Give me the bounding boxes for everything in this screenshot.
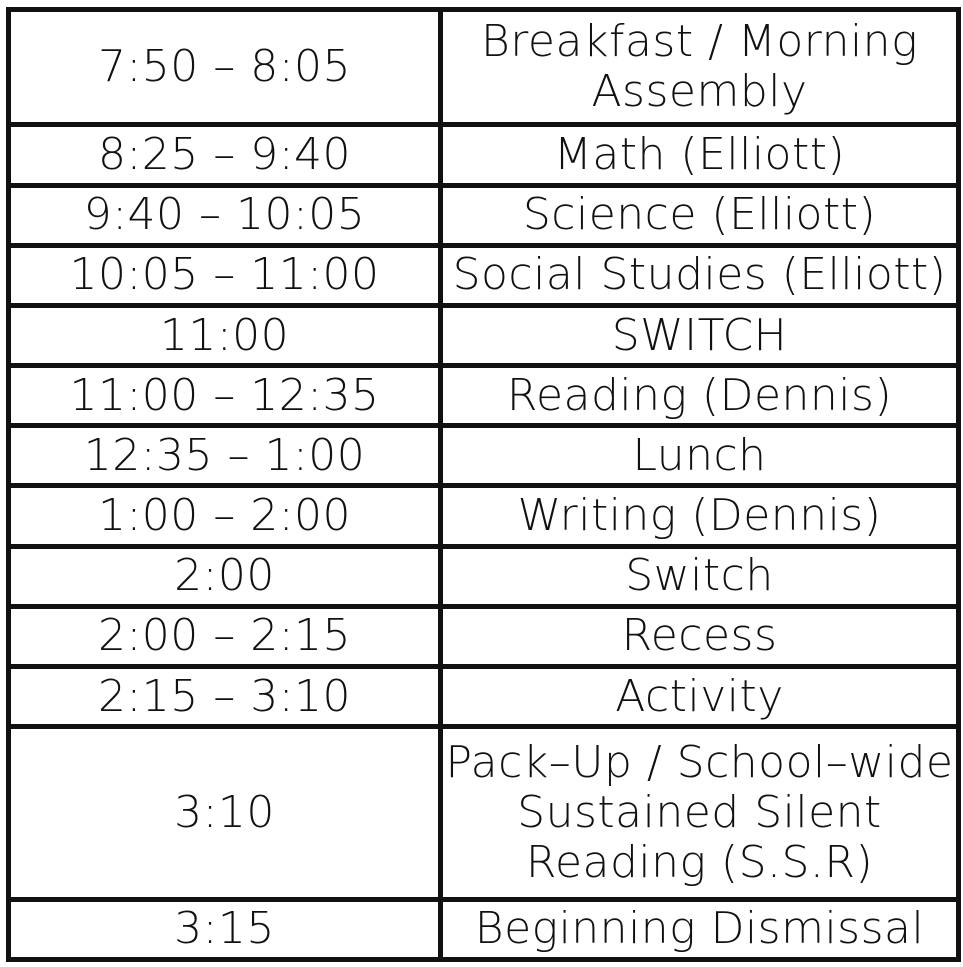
table-row [9,305,959,365]
table-row [9,899,959,959]
table-row [9,125,959,185]
activity-cell: Activity [441,667,959,727]
activity-cell: Social Studies (Elliott) [441,245,959,305]
activity-cell: Lunch [441,426,959,486]
time-cell: 12:35 – 1:00 [9,426,441,486]
activity-cell: Math (Elliott) [441,125,959,185]
schedule-body [9,10,959,960]
table-row [9,245,959,305]
time-cell: 7:50 – 8:05 [9,10,441,125]
table-row [9,667,959,727]
table-row [9,10,959,125]
activity-cell: Science (Elliott) [441,185,959,245]
activity-cell: Reading (Dennis) [441,366,959,426]
time-cell: 11:00 [9,305,441,365]
time-cell: 3:10 [9,727,441,900]
time-cell: 2:00 [9,546,441,606]
table-row [9,606,959,666]
time-cell: 8:25 – 9:40 [9,125,441,185]
time-cell: 11:00 – 12:35 [9,366,441,426]
time-cell: 2:15 – 3:10 [9,667,441,727]
activity-cell: Recess [441,606,959,666]
table-row [9,185,959,245]
table-row [9,366,959,426]
activity-cell: Writing (Dennis) [441,486,959,546]
table-row [9,426,959,486]
table-row [9,486,959,546]
activity-cell: Beginning Dismissal [441,899,959,959]
time-cell: 10:05 – 11:00 [9,245,441,305]
time-cell: 3:15 [9,899,441,959]
table-row [9,727,959,900]
time-cell: 9:40 – 10:05 [9,185,441,245]
schedule-table [6,7,961,962]
time-cell: 1:00 – 2:00 [9,486,441,546]
table-row [9,546,959,606]
activity-cell: SWITCH [441,305,959,365]
time-cell: 2:00 – 2:15 [9,606,441,666]
activity-cell: Breakfast / Morning Assembly [441,10,959,125]
activity-cell: Pack–Up / School–wide Sustained Silent Reading (S.S.R) [441,727,959,900]
activity-cell: Switch [441,546,959,606]
